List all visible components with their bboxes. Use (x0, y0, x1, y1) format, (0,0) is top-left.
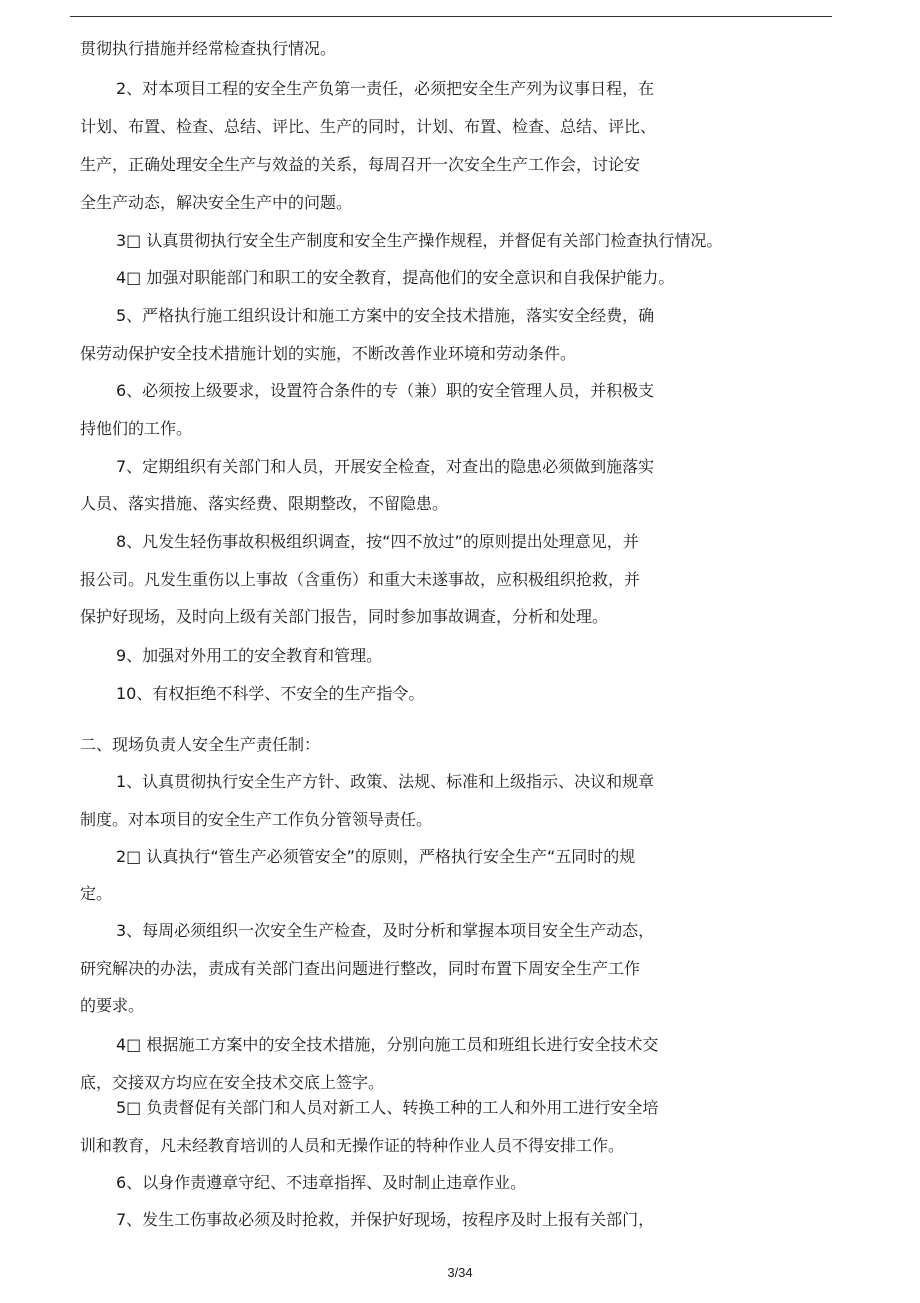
text-line: 5□ 负责督促有关部门和人员对新工人、转换工种的工人和外用工进行安全培 (116, 1098, 659, 1117)
text-line: 10、有权拒绝不科学、不安全的生产指令。 (116, 684, 425, 703)
text-line: 9、加强对外用工的安全教育和管理。 (116, 646, 383, 665)
text-line: 生产，正确处理安全生产与效益的关系，每周召开一次安全生产工作会，讨论安 (80, 155, 641, 174)
text-line: 6、以身作责遵章守纪、不违章指挥、及时制止违章作业。 (116, 1173, 527, 1192)
text-line: 底，交接双方均应在安全技术交底上签字。 (80, 1073, 385, 1092)
text-line: 7、定期组织有关部门和人员，开展安全检查，对查出的隐患必须做到施落实 (116, 457, 655, 476)
text-line: 1、认真贯彻执行安全生产方针、政策、法规、标准和上级指示、决议和规章 (116, 772, 655, 791)
text-line: 制度。对本项目的安全生产工作负分管领导责任。 (80, 810, 433, 829)
text-line: 的要求。 (80, 996, 145, 1015)
text-line: 计划、布置、检查、总结、评比、生产的同时，计划、布置、检查、总结、评比、 (80, 117, 657, 136)
text-line: 保护好现场，及时向上级有关部门报告，同时参加事故调查，分析和处理。 (80, 607, 609, 626)
text-line: 贯彻执行措施并经常检查执行情况。 (80, 39, 337, 58)
text-line: 全生产动态，解决安全生产中的问题。 (80, 193, 353, 212)
text-line: 2、对本项目工程的安全生产负第一责任，必须把安全生产列为议事日程，在 (116, 79, 655, 98)
text-line: 3、每周必须组织一次安全生产检查，及时分析和掌握本项目安全生产动态， (116, 921, 655, 940)
section-heading: 二、现场负责人安全生产责任制： (80, 735, 321, 754)
text-line: 训和教育，凡未经教育培训的人员和无操作证的特种作业人员不得安排工作。 (80, 1136, 625, 1155)
text-line: 5、严格执行施工组织设计和施工方案中的安全技术措施，落实安全经费，确 (116, 306, 655, 325)
text-line: 保劳动保护安全技术措施计划的实施，不断改善作业环境和劳动条件。 (80, 344, 577, 363)
text-line: 6、必须按上级要求，设置符合条件的专（兼）职的安全管理人员，并积极支 (116, 381, 655, 400)
text-line: 定。 (80, 884, 113, 903)
text-line: 8、凡发生轻伤事故积极组织调查，按“四不放过”的原则提出处理意见，并 (116, 532, 639, 551)
text-line: 报公司。凡发生重伤以上事故（含重伤）和重大未遂事故，应积极组织抢救，并 (80, 570, 641, 589)
text-line: 2□ 认真执行“管生产必须管安全”的原则，严格执行安全生产“五同时的规 (116, 847, 636, 866)
text-line: 持他们的工作。 (80, 419, 193, 438)
text-line: 7、发生工伤事故必须及时抢救，并保护好现场，按程序及时上报有关部门， (116, 1210, 655, 1229)
text-line: 人员、落实措施、落实经费、限期整改，不留隐患。 (80, 494, 449, 513)
text-line: 研究解决的办法，责成有关部门查出问题进行整改，同时布置下周安全生产工作 (80, 959, 641, 978)
header-rule (70, 16, 832, 17)
text-line: 4□ 根据施工方案中的安全技术措施，分别向施工员和班组长进行安全技术交 (116, 1035, 659, 1054)
text-line: 4□ 加强对职能部门和职工的安全教育，提高他们的安全意识和自我保护能力。 (116, 268, 675, 287)
text-line: 3□ 认真贯彻执行安全生产制度和安全生产操作规程，并督促有关部门检查执行情况。 (116, 231, 723, 250)
page-number: 3/34 (447, 1265, 473, 1280)
